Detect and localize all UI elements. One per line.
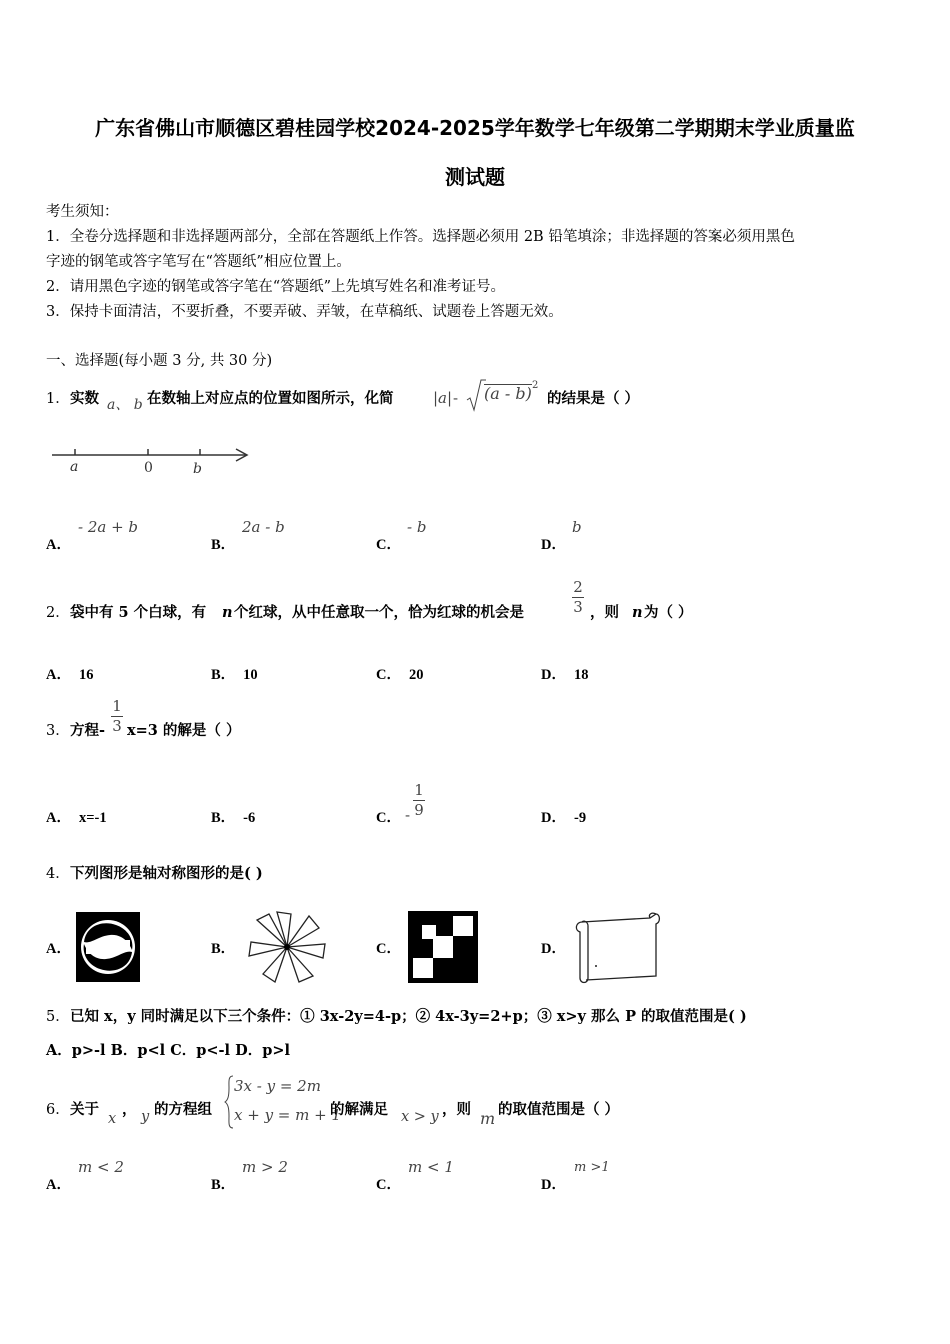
system-brace-icon: [224, 1074, 234, 1130]
q2-fraction-numerator: 2: [573, 578, 583, 596]
q3-option-d: [541, 806, 586, 827]
q6-equation-1: 3x - y = 2m: [234, 1077, 321, 1095]
q4-figure-a-swirl-icon: [76, 912, 140, 982]
q6-option-c-expr: m < 1: [408, 1158, 454, 1176]
q2-option-d: [541, 663, 588, 684]
notice-item-2: 2．请用黑色字迹的钢笔或答字笔在“答题纸”上先填写姓名和准考证号。: [46, 279, 506, 295]
q6-text-post3: 的取值范围是（ ）: [498, 1101, 620, 1118]
q6-option-a-label: A．: [46, 1177, 71, 1193]
q2-option-d-label: D．: [541, 667, 566, 683]
q1-option-c-expr: - b: [407, 518, 427, 536]
section-heading: 一、选择题(每小题 3 分, 共 30 分): [46, 353, 273, 369]
q6-text-pre: 关于: [70, 1101, 99, 1118]
q2-option-d-expr: 18: [573, 667, 589, 683]
q5-options: A．p>-l B．p<l C．p<-l D．p>l: [46, 1042, 290, 1059]
q4-number: 4．: [46, 866, 70, 882]
notice-item-1-cont: 字迹的钢笔或答字笔写在“答题纸”相应位置上。: [46, 254, 351, 270]
q6-text-mid: 的方程组: [154, 1101, 212, 1118]
q2-fraction-denominator: 3: [573, 598, 583, 616]
q1-option-a-expr: - 2a + b: [78, 518, 139, 536]
q1-expr-square: 2: [532, 380, 539, 391]
q1-expr-abs: |a|: [433, 389, 453, 407]
page-title-continued: 测试题: [445, 165, 505, 189]
q3-option-c-fraction: [413, 782, 425, 819]
q4-figure-c-checker-icon: [408, 911, 478, 983]
radical-sign-icon: [466, 378, 486, 412]
q3-option-d-expr: -9: [573, 810, 587, 826]
q4-figure-b-pinwheel-icon: [247, 910, 327, 984]
q1-text-post: 的结果是（ ）: [547, 390, 640, 407]
q1-expr-radicand: (a - b): [484, 384, 532, 403]
q3-option-c-label: C．: [376, 810, 401, 826]
q4-option-d-label: D．: [541, 941, 566, 957]
q1-option-d-label: D．: [541, 537, 566, 553]
q3-text-post: x=3 的解是（ ）: [127, 722, 241, 739]
q3-option-a-expr: x=-1: [78, 810, 107, 826]
q4-option-c-label: C．: [376, 941, 401, 957]
q3-fraction: [111, 698, 123, 735]
q6-option-d-expr: m >1: [574, 1160, 610, 1175]
q6-text-post1: 的解满足: [330, 1101, 388, 1118]
q3-fraction-numerator: 1: [112, 697, 122, 715]
q2-option-b-label: B．: [211, 667, 236, 683]
q2-option-a: [46, 663, 93, 684]
q3-option-a: [46, 806, 107, 827]
page-title: 广东省佛山市顺德区碧桂园学校2024-2025学年数学七年级第二学期期末学业质量监: [95, 116, 855, 140]
q3-fraction-denominator: 3: [112, 717, 122, 735]
q2-option-c-expr: 20: [408, 667, 424, 683]
q6-comma: ，: [122, 1101, 137, 1118]
q3-option-c-sign: -: [405, 806, 411, 824]
q6-option-a-expr: m < 2: [78, 1158, 124, 1176]
q3-number: 3．: [46, 723, 70, 739]
q6-text-post2: ，则: [442, 1101, 471, 1118]
q2-option-b-expr: 10: [243, 667, 258, 683]
q6-option-b-expr: m > 2: [242, 1158, 288, 1176]
notice-heading: 考生须知：: [46, 204, 119, 220]
q2-option-a-label: A．: [46, 667, 71, 683]
q6-equation-2: x + y = m + 1: [234, 1106, 342, 1124]
q1-number: 1．: [46, 391, 70, 407]
q5-text: 已知 x，y 同时满足以下三个条件：① 3x-2y=4-p；② 4x-3y=2+p；③ x>y 那么 P 的取值范围是( ): [70, 1008, 747, 1025]
q1-expr-minus: -: [453, 389, 459, 407]
q2-text-mid: 个红球，从中任意取一个，恰为红球的机会是: [234, 604, 524, 621]
q2-option-c-label: C．: [376, 667, 401, 683]
q6-option-c-label: C．: [376, 1177, 401, 1193]
q4-option-b-label: B．: [211, 941, 236, 957]
q1-option-c-label: C．: [376, 537, 401, 553]
q3-option-b-label: B．: [211, 810, 236, 826]
q3-option-c-denominator: 9: [414, 801, 424, 819]
q4-option-a-label: A．: [46, 941, 71, 957]
q2-text-post2: 为（ ）: [644, 604, 693, 621]
q2-option-a-expr: 16: [78, 667, 94, 683]
notice-item-1: 1．全卷分选择题和非选择题两部分，全部在答题纸上作答。选择题必须用 2B 铅笔填涂；非选择题的答案必须用黑色: [46, 229, 795, 245]
number-line-label-b: b: [193, 461, 202, 477]
q1-text-mid: 在数轴上对应点的位置如图所示，化简: [147, 390, 394, 407]
notice-item-3: 3．保持卡面清洁，不要折叠，不要弄破、弄皱，在草稿纸、试题卷上答题无效。: [46, 304, 563, 320]
q1-text-pre: 实数: [70, 390, 99, 407]
q3-option-d-label: D．: [541, 810, 566, 826]
q2-var-n: n: [222, 604, 233, 621]
q2-option-c: [376, 663, 423, 684]
q4-figure-d-scroll-icon: [572, 910, 662, 986]
q1-option-a-label: A．: [46, 537, 71, 553]
q4-text: 下列图形是轴对称图形的是( ): [70, 865, 263, 882]
q6-option-b-label: B．: [211, 1177, 236, 1193]
q5-number: 5．: [46, 1009, 70, 1025]
q2-var-n-2: n: [632, 604, 643, 621]
q3-option-b: [211, 806, 255, 827]
q6-condition: x > y: [401, 1109, 439, 1125]
q3-option-b-expr: -6: [243, 810, 256, 826]
q2-text-post1: ，则: [590, 604, 619, 621]
q6-number: 6．: [46, 1102, 70, 1118]
q6-option-d-label: D．: [541, 1177, 566, 1193]
q6-var-y: y: [141, 1109, 150, 1125]
q3-option-c-numerator: 1: [414, 781, 424, 799]
q1-option-b-label: B．: [211, 537, 236, 553]
q6-var-m: m: [480, 1109, 496, 1128]
q2-option-b: [211, 663, 258, 684]
q2-number: 2．: [46, 605, 70, 621]
q1-option-d-expr: b: [572, 518, 582, 536]
number-line-label-a: a: [70, 459, 79, 475]
q3-option-a-label: A．: [46, 810, 71, 826]
q3-text-pre: 方程-: [70, 722, 106, 739]
q1-vars: a、 b: [107, 397, 143, 413]
q2-text-pre: 袋中有 5 个白球，有: [70, 604, 207, 621]
q2-fraction: [572, 579, 584, 616]
q6-var-x: x: [108, 1111, 117, 1127]
q1-option-b-expr: 2a - b: [242, 518, 285, 536]
number-line-label-0: 0: [144, 460, 153, 476]
